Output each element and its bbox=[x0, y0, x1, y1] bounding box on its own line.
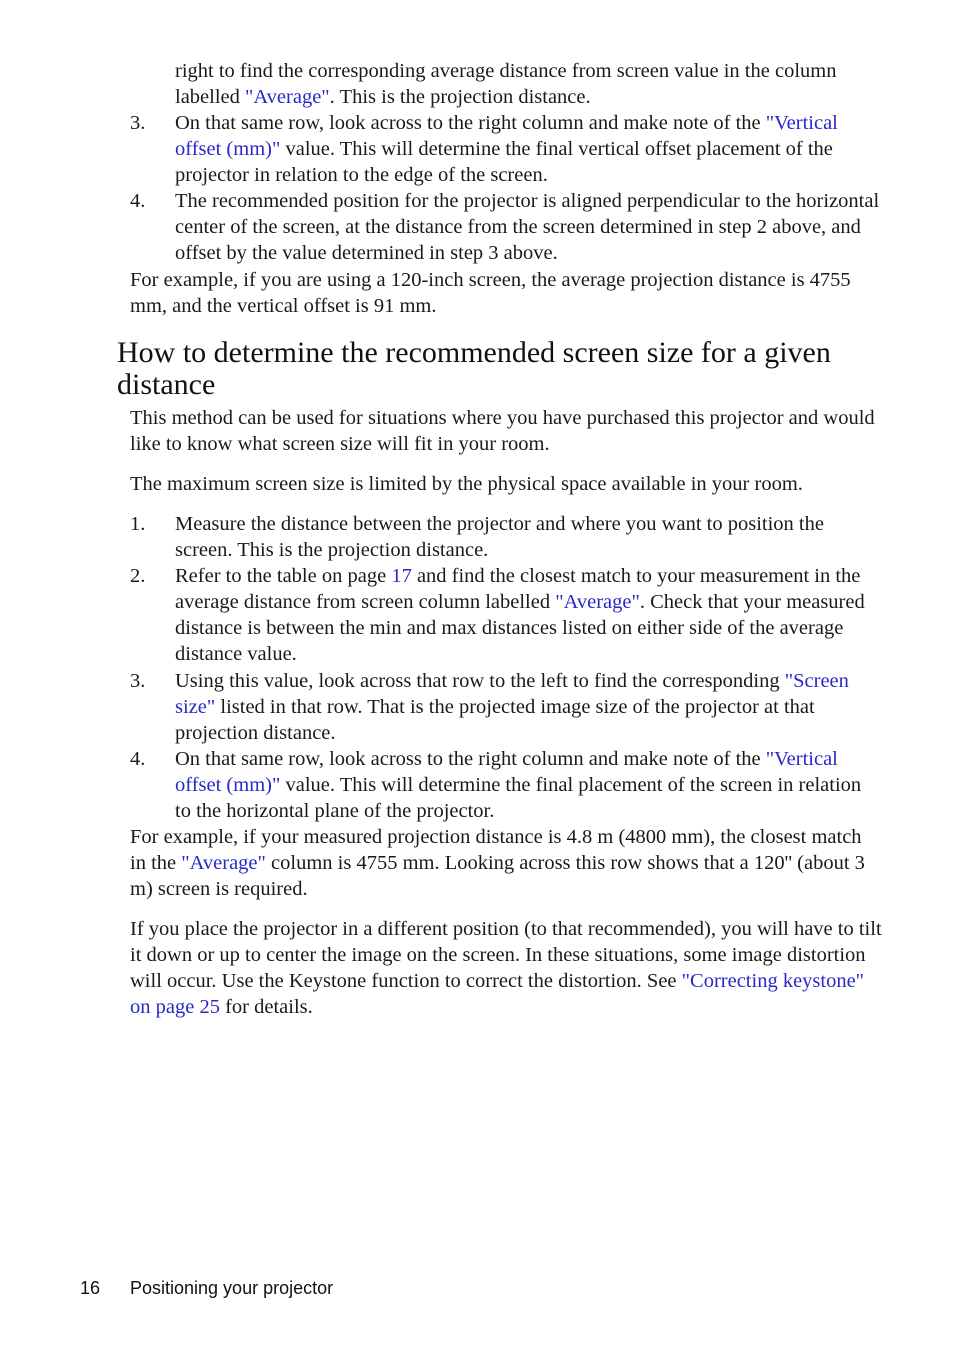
item-text: For example, if your measured projection distance is 4.8 m (4800 mm), the closest match in the bbox=[130, 826, 862, 874]
list-item-4: The recommended position for the projector is aligned perpendicular to the horizontal center of the screen, at the distance from the screen determined in step 2 above, and offset by the value determined in step 3 above. bbox=[175, 190, 880, 264]
item-text: On that same row, look across to the right column and make note of the bbox=[175, 112, 766, 134]
item-text: If you place the projector in a different position (to that recommended), you will have to tilt it down or up to center the image on the screen. In these situations, some image distortion will occur. Use the Keystone function to correct the distortion. See bbox=[130, 918, 882, 992]
item-text: Refer to the table on page bbox=[175, 565, 392, 587]
item-text: right to find the corresponding average distance from screen value in the column labelled bbox=[175, 60, 837, 108]
average-column-link[interactable]: "Average" bbox=[245, 86, 330, 108]
average-column-link[interactable]: "Average" bbox=[555, 591, 640, 613]
screen-size-link[interactable]: "Screen size" bbox=[175, 670, 849, 718]
page-17-link[interactable]: 17 bbox=[391, 565, 412, 587]
item-text: for details. bbox=[219, 996, 313, 1018]
list-number: 3. bbox=[130, 112, 146, 134]
intro-paragraph: This method can be used for situations where you have purchased this projector and would like to know what screen size will fit in your room. bbox=[130, 407, 875, 455]
step-3 bbox=[175, 668, 882, 746]
example-paragraph: For example, if you are using a 120-inch screen, the average projection distance is 4755 mm, and the vertical offset is 91 mm. bbox=[130, 269, 851, 317]
step-2 bbox=[175, 563, 882, 667]
list-number: 1. bbox=[130, 513, 146, 535]
list-number: 4. bbox=[130, 190, 146, 212]
item-text: Using this value, look across that row to the left to find the corresponding bbox=[175, 670, 785, 692]
item-text: . This is the projection distance. bbox=[329, 86, 591, 108]
correcting-keystone-link[interactable]: "Correcting keystone" on page 25 bbox=[130, 970, 865, 1018]
item-text: column is 4755 mm. Looking across this row shows that a 120'' (about 3 m) screen is required. bbox=[130, 852, 865, 900]
list-number: 3. bbox=[130, 670, 146, 692]
list-item-3 bbox=[175, 110, 882, 188]
closing-paragraph bbox=[130, 916, 882, 1020]
average-column-link[interactable]: "Average" bbox=[181, 852, 266, 874]
list-number: 4. bbox=[130, 748, 146, 770]
list-number: 2. bbox=[130, 565, 146, 587]
item-text: and find the closest match to your measurement in the average distance from screen column labelled bbox=[175, 565, 861, 613]
vertical-offset-link[interactable]: "Vertical offset (mm)" bbox=[175, 748, 838, 796]
item-text: value. This will determine the final placement of the screen in relation to the horizontal plane of the projector. bbox=[175, 774, 862, 822]
item-text: . Check that your measured distance is between the min and max distances listed on either side of the average distance value. bbox=[175, 591, 865, 665]
item-text: listed in that row. That is the projected image size of the projector at that projection distance. bbox=[175, 696, 815, 744]
step-4 bbox=[175, 746, 882, 824]
item-text: On that same row, look across to the right column and make note of the bbox=[175, 748, 766, 770]
footer-section-title: Positioning your projector bbox=[130, 1278, 334, 1298]
vertical-offset-link[interactable]: "Vertical offset (mm)" bbox=[175, 112, 838, 160]
intro-paragraph: The maximum screen size is limited by the physical space available in your room. bbox=[130, 473, 803, 495]
item-text: value. This will determine the final vertical offset placement of the projector in relation to the edge of the screen. bbox=[175, 138, 833, 186]
step-1: Measure the distance between the projector and where you want to position the screen. This is the projection distance. bbox=[175, 513, 824, 561]
section-heading: How to determine the recommended screen size for a given distance bbox=[117, 336, 831, 401]
example-paragraph bbox=[130, 824, 882, 902]
page-number: 16 bbox=[80, 1278, 101, 1298]
list-item-2-continuation bbox=[175, 58, 882, 110]
